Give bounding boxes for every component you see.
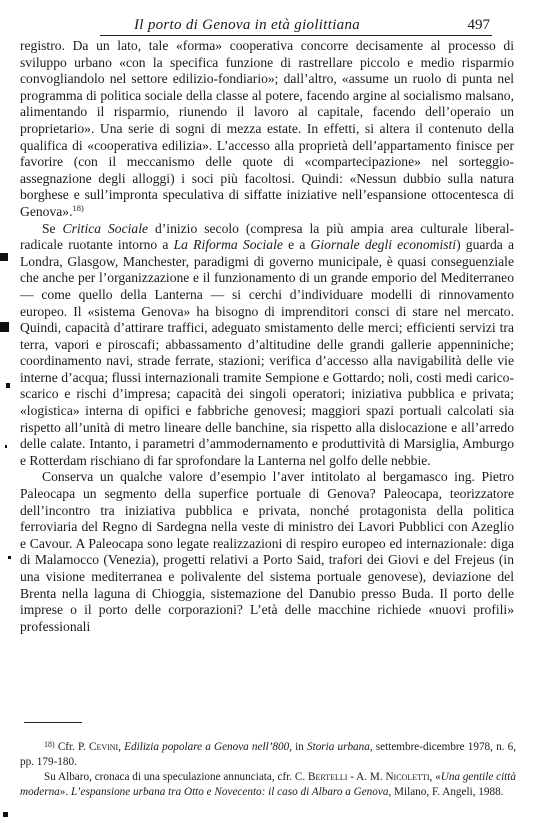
footnote-18-continued [20, 770, 516, 800]
paragraph-1 [20, 38, 514, 221]
header-rule [100, 35, 492, 36]
text-run: d’inizio secolo (compresa la più ampia area culturale liberal-radicale ruotante intorno a [20, 220, 514, 253]
text-run: , [118, 741, 125, 753]
italic-title: Critica Sociale [62, 220, 149, 236]
paragraph-3 [20, 469, 514, 635]
text-run: , « [429, 771, 441, 783]
text-run: ». [59, 786, 71, 798]
text-run: e a [282, 237, 311, 253]
margin-mark [3, 812, 8, 817]
italic-title: Edilizia popolare a Genova nell’800 [124, 741, 290, 753]
body-text [20, 38, 514, 635]
author-name: Cevini [88, 741, 119, 753]
text-run: Su Albaro, cronaca di una speculazione annunciata, cfr. C. [44, 771, 308, 783]
text-run: ) guarda a Londra, Glasgow, Manchester, paradigmi di governo municipale, è quasi conseguenziale che anche per l’organizzazione e il funzionamento di un grande emporio del Mediterraneo — come quello della Lanterna — si cerchi d’individuare modelli di rinnovamento europeo. Il «sistema Genova» ha bisogno di imprenditori consci di stare nel mercato. Quindi, capacità d’attirare traffici, adeguato smistamento delle merci; efficienti servizi tra terra, vapori e piroscafi; abbassamento d’altitudine delle grandi gallerie appenniniche; coordinamento navi, strade ferrate, stazioni; verifica d’accesso alla navigabilità delle vie interne d’acqua; flussi internazionali tramite Sempione e Gottardo; noli, costi medi carico-scarico e rischi d’impresa; capacità dei singoli operatori; iniziativa pubblica e privata; «logistica» interna di opifici e fabbriche genovesi; maggiori spazi portuali calcolati sia rispetto all’unità di metro lineare delle banchine, sia rispetto alla dislocazione e all’arredo delle calate. Intanto, i parametri d’ammodernamento e produttività di Marsiglia, Amburgo e Rotterdam rischiano di far sprofondare la Lanterna nel golfo delle nebbie. [20, 237, 515, 468]
margin-mark [5, 445, 7, 448]
text-run: , settembre-dicembre 1978, n. 6, pp. 179-180. [20, 741, 517, 768]
margin-mark [0, 253, 8, 261]
running-title: Il porto di Genova in età giolittiana [134, 17, 361, 33]
italic-title: L’espansione urbana tra Otto e Novecento: il caso di Albaro a Genova [70, 786, 389, 798]
text-run: - A. M. [347, 771, 386, 783]
italic-title: Giornale degli economisti [310, 237, 457, 253]
footnote-rule [24, 722, 82, 723]
footnotes [20, 740, 516, 800]
margin-mark [8, 556, 11, 559]
paragraph-1-text: registro. Da un lato, tale «forma» cooperativa concorre decisamente al processo di sviluppo urbano «con la specifica funzione di rastrellare piccolo e medio risparmio convogliandolo nel settore edilizio-fondiario»; dall’altro, «assume un ruolo di punta nel programma di politica sociale della classe al potere, facendo argine al socialismo malsano, alimentando il risparmio, riunendo il lavoro al capitale, facendo dell’operaio un proprietario». Una serie di sogni di mezza estate. In effetti, si altera il contenuto della qualifica di «cooperativa edilizia». L’accesso alla proprietà dell’appartamento finisce per favorire (con il meccanismo delle quote di «compartecipazione» nel sorteggio-assegnazione degli alloggi) i soci più facoltosi. Quindi: «Nessun dubbio sulla natura borghese e sull’impronta speculativa di siffatte iniziative nell’espansione ottocentesca di Genova». [20, 38, 514, 219]
footnote-number: 18) [44, 740, 55, 749]
text-run: Se [42, 220, 63, 236]
paragraph-3-text: Conserva un qualche valore d’esempio l’aver intitolato al bergamasco ing. Pietro Paleocapa un segmento della superfice portuale di Genova? Paleocapa, teorizzatore dell’incontro tra iniziativa pubblica e privata, nonché protagonista della politica ferroviaria del Regno di Sardegna nella veste di ministro dei Lavori Pubblici con Azeglio e Cavour. A Paleocapa sono legate realizzazioni di respiro europeo ed internazionale: diga di Malamocco (Venezia), progetti relativi a Porto Said, trafori dei Giovi e del Frejeus (in una visione mediterranea e polivalente del sistema portuale genovese), deviazione del Brenta nella laguna di Chioggia, sistemazione del Danubio presso Buda. Il porto delle imprese o il porto delle corporazioni? L’età delle macchine richiede «nuovi profili» professionali [20, 469, 514, 634]
author-name: Nicoletti [385, 771, 430, 783]
text-run: , Milano, F. Angeli, 1988. [388, 786, 504, 798]
italic-title: La Riforma Sociale [173, 237, 283, 253]
italic-title: Storia urbana [307, 741, 370, 753]
text-run: Cfr. P. [54, 741, 89, 753]
text-run: , in [289, 741, 308, 753]
footnote-ref-18: 18) [72, 202, 84, 213]
author-name: Bertelli [308, 771, 348, 783]
italic-title: Una gentile città moderna [20, 771, 516, 798]
paragraph-2 [20, 221, 514, 470]
margin-mark [6, 383, 10, 388]
margin-mark [0, 322, 9, 332]
page-header [104, 8, 490, 34]
footnote-18 [20, 740, 516, 770]
page-number: 497 [467, 17, 490, 33]
